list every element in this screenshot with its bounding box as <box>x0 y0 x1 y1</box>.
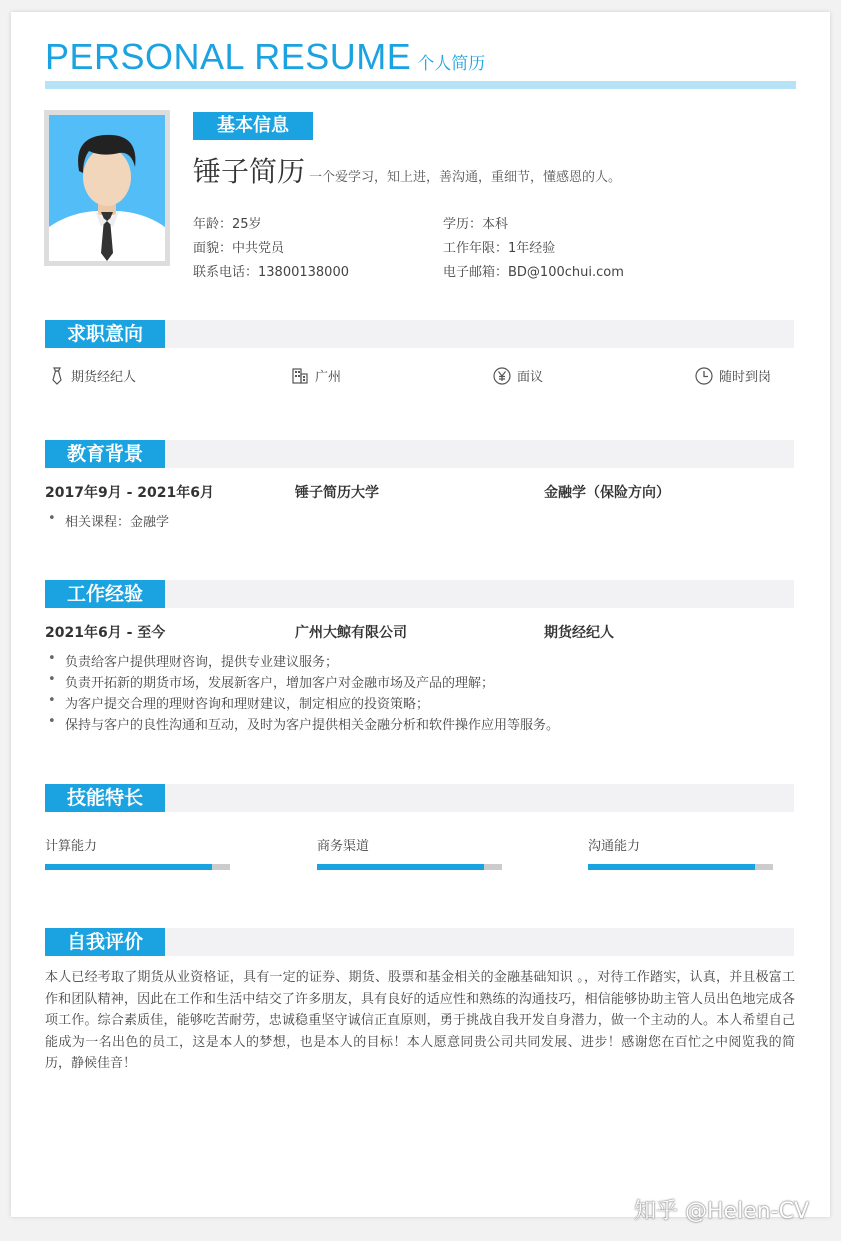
skill-bar-track <box>45 864 230 870</box>
skill-bar-fill <box>45 864 212 870</box>
education-course-item: • 相关课程：金融学 <box>65 511 169 530</box>
skill-label: 沟通能力 <box>588 839 641 854</box>
skill-label: 计算能力 <box>45 839 98 854</box>
age: 年龄：25岁 <box>193 217 262 232</box>
intent-city <box>291 366 341 385</box>
work-company: 广州大鲸有限公司 <box>295 625 407 641</box>
section-tag-basic: 基本信息 <box>193 112 313 140</box>
work-duty-item: • 负责给客户提供理财咨询，提供专业建议服务； <box>65 651 338 670</box>
section-tag-work: 工作经验 <box>45 580 165 608</box>
motto: 一个爱学习，知上进，善沟通，重细节，懂感恩的人。 <box>309 170 622 185</box>
skill-bar-fill <box>588 864 755 870</box>
name-row <box>193 150 621 190</box>
avatar <box>44 110 170 266</box>
section-tag-skills: 技能特长 <box>45 784 165 812</box>
work-title: 期货经纪人 <box>544 625 614 641</box>
resume-page <box>11 12 830 1217</box>
title-en: PERSONAL RESUME <box>45 36 412 77</box>
candidate-name: 锤子简历 <box>193 155 306 188</box>
section-tag-intent: 求职意向 <box>45 320 165 348</box>
skill-bar-track <box>317 864 502 870</box>
clock-icon <box>695 367 713 385</box>
intent-position-label: 期货经纪人 <box>71 370 137 385</box>
education-school: 锤子简历大学 <box>295 485 379 501</box>
skill-bar-fill <box>317 864 484 870</box>
yen-icon <box>493 367 511 385</box>
work-duty-item: • 为客户提交合理的理财咨询和理财建议，制定相应的投资策略； <box>65 693 429 712</box>
tie-icon <box>49 367 65 385</box>
phone: 联系电话：13800138000 <box>193 265 349 280</box>
section-tag-self: 自我评价 <box>45 928 165 956</box>
watermark: 知乎 @Helen-CV <box>634 1199 810 1224</box>
intent-position <box>49 366 136 385</box>
education-level: 学历：本科 <box>443 217 509 232</box>
education-major: 金融学（保险方向） <box>544 485 670 501</box>
resume-header <box>45 36 485 78</box>
intent-availability-label: 随时到岗 <box>719 370 772 385</box>
work-years: 工作年限：1年经验 <box>443 241 556 256</box>
skill-bar-track <box>588 864 773 870</box>
work-period: 2021年6月 - 至今 <box>45 625 166 641</box>
intent-salary-label: 面议 <box>517 370 544 385</box>
political-status: 面貌：中共党员 <box>193 241 285 256</box>
skill-label: 商务渠道 <box>317 839 370 854</box>
person-avatar-icon <box>49 115 165 261</box>
avatar-image <box>49 115 165 261</box>
self-evaluation-text: 本人已经考取了期货从业资格证，具有一定的证券、期货、股票和基金相关的金融基础知识 。，对待工作踏实，认真，并且极富工作和团队精神，因此在工作和生活中结交了许多朋友，具有良好的适应性和熟练的沟通技巧，相信能够协助主管人员出色地完成各项工作。综合素质佳，能够吃苦耐劳，忠诚稳重坚守诚信正直原则，勇于挑战自我开发自身潜力，做一个主动的人。本人希望自己能成为一名出色的员工，这是本人的梦想，也是本人的目标！本人愿意同贵公司共同发展、进步！感谢您在百忙之中阅览我的简历，静候佳音！ <box>45 970 795 1071</box>
header-underline <box>45 81 796 89</box>
email: 电子邮箱：BD@100chui.com <box>443 265 624 280</box>
title-cn: 个人简历 <box>417 54 486 74</box>
intent-availability <box>695 366 771 385</box>
building-icon <box>291 367 309 385</box>
intent-city-label: 广州 <box>315 370 342 385</box>
section-tag-education: 教育背景 <box>45 440 165 468</box>
education-period: 2017年9月 - 2021年6月 <box>45 485 214 501</box>
work-duty-item: • 负责开拓新的期货市场，发展新客户，增加客户对金融市场及产品的理解； <box>65 672 494 691</box>
intent-salary <box>493 366 543 385</box>
work-duty-item: • 保持与客户的良性沟通和互动，及时为客户提供相关金融分析和软件操作应用等服务。 <box>65 714 559 733</box>
